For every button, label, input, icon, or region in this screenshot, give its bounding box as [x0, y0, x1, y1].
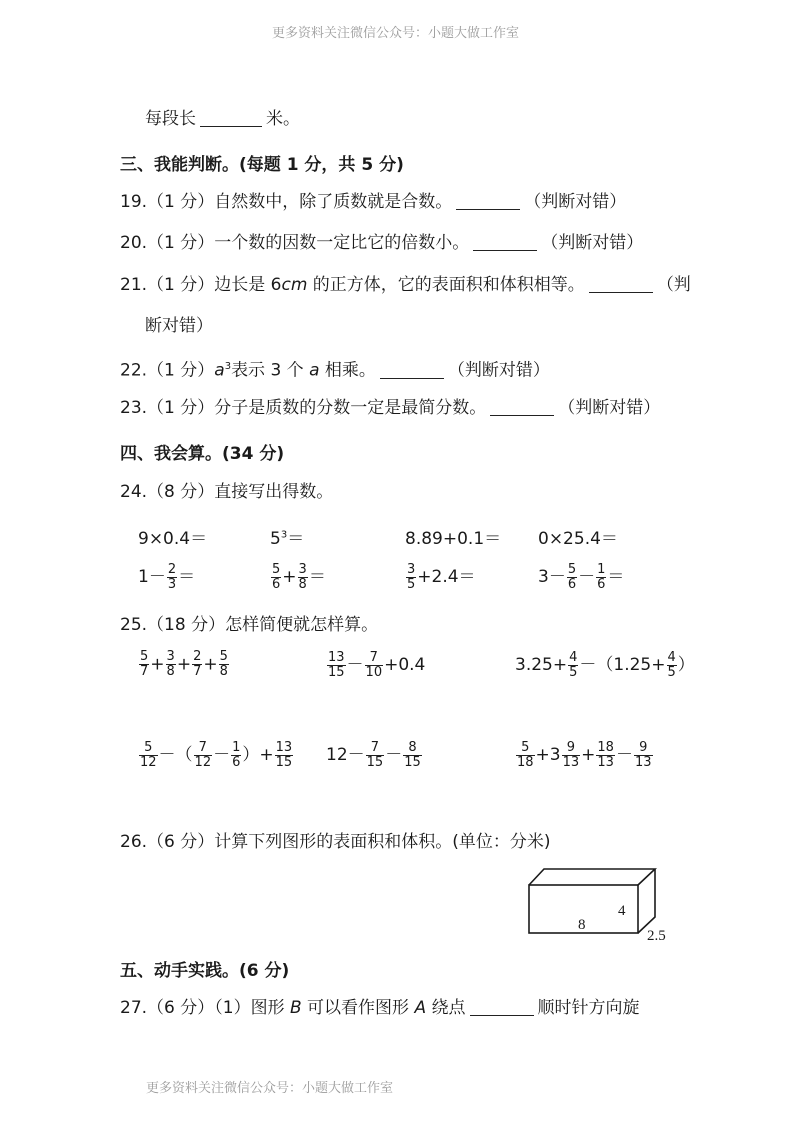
section-5-heading: 五、动手实践。(6 分) — [120, 961, 290, 981]
question-text: 27.（6 分）（1）图形 — [120, 998, 290, 1018]
cuboid-height-label: 4 — [618, 903, 626, 919]
fraction — [166, 650, 176, 679]
question-25-title: 25.（18 分）怎样简便就怎样算。 — [120, 615, 379, 635]
question-text: 表示 3 个 — [231, 360, 310, 381]
calc-24-6 — [270, 562, 326, 592]
answer-blank[interactable] — [380, 362, 444, 379]
close-paren: ） — [677, 655, 695, 675]
section-4-heading: 四、我会算。(34 分) — [120, 444, 285, 464]
calc-25-2 — [326, 650, 425, 680]
numerator: 2 — [167, 561, 177, 577]
fraction — [568, 651, 578, 680]
numerator: 4 — [667, 649, 676, 665]
question-27 — [120, 997, 640, 1019]
question-text: 绕点 — [426, 998, 466, 1018]
numerator: 2 — [193, 649, 202, 664]
numerator: 3 — [298, 561, 307, 577]
base: 5 — [270, 529, 281, 549]
answer-blank[interactable] — [200, 110, 262, 127]
middle: －（1.25+ — [579, 655, 666, 675]
operator: － — [213, 745, 231, 765]
numerator: 18 — [597, 739, 614, 755]
calc-24-4: 0×25.4＝ — [538, 529, 618, 549]
prefix: 12－ — [326, 745, 365, 765]
question-23 — [120, 397, 660, 419]
answer-blank[interactable] — [589, 276, 653, 293]
fraction — [667, 651, 677, 680]
denominator: 12 — [140, 754, 157, 770]
answer-blank[interactable] — [456, 193, 520, 210]
cuboid-width-label: 2.5 — [647, 928, 666, 944]
variable: a — [309, 360, 320, 381]
denominator: 15 — [275, 754, 293, 770]
fraction — [139, 650, 149, 679]
tail: +2.4＝ — [417, 567, 476, 587]
question-text: 可以看作图形 — [301, 998, 415, 1018]
denominator: 6 — [567, 576, 577, 592]
question-suffix: （判 — [656, 275, 691, 295]
calc-24-7 — [405, 562, 476, 592]
numerator: 7 — [198, 739, 207, 755]
unit-text: cm — [281, 275, 308, 295]
numerator: 5 — [219, 649, 228, 664]
cuboid-side-face — [638, 869, 655, 933]
fraction — [596, 741, 615, 770]
calc-25-6 — [515, 740, 654, 770]
denominator: 10 — [365, 664, 383, 680]
watermark-bottom: 更多资料关注微信公众号：小题大做工作室 — [146, 1081, 394, 1096]
variable: a — [214, 360, 225, 381]
question-21-continued: 断对错） — [145, 316, 213, 336]
operator: + — [150, 654, 165, 675]
numerator: 3 — [166, 649, 175, 664]
watermark-top: 更多资料关注微信公众号：小题大做工作室 — [272, 26, 520, 41]
operator: + — [581, 745, 596, 765]
denominator: 7 — [140, 664, 149, 679]
equals: ＝ — [287, 529, 305, 549]
middle: －（ — [158, 745, 193, 765]
denominator: 18 — [517, 754, 534, 770]
figure-b-label: B — [289, 998, 302, 1018]
question-21 — [120, 274, 691, 296]
fraction — [192, 650, 202, 679]
equals: ＝ — [178, 567, 196, 587]
middle: +3 — [535, 745, 561, 765]
numerator: 5 — [521, 739, 530, 755]
question-24-title: 24.（8 分）直接写出得数。 — [120, 482, 334, 502]
numerator: 13 — [328, 649, 345, 665]
calc-25-3 — [515, 650, 695, 680]
numerator: 9 — [566, 739, 576, 755]
numerator: 1 — [232, 739, 241, 755]
denominator: 5 — [569, 664, 578, 680]
question-text: 相乘。 — [319, 360, 376, 381]
fraction — [231, 741, 241, 770]
fraction — [298, 563, 308, 592]
fraction — [596, 563, 606, 592]
continued-answer-line — [145, 108, 300, 130]
operator: － — [615, 745, 633, 765]
numerator: 9 — [639, 739, 648, 755]
fraction — [271, 563, 281, 592]
denominator: 15 — [328, 664, 345, 680]
text: 米。 — [266, 109, 300, 129]
answer-blank[interactable] — [473, 234, 537, 251]
tail: +0.4 — [384, 655, 426, 675]
question-suffix: （判断对错） — [447, 360, 550, 381]
calc-25-5 — [326, 740, 423, 770]
question-19 — [120, 191, 626, 213]
numerator: 3 — [407, 561, 416, 577]
exponent: 3 — [224, 361, 232, 372]
fraction — [327, 651, 346, 680]
operator: － — [578, 567, 596, 587]
numerator: 5 — [144, 739, 153, 755]
prefix: 3.25+ — [515, 655, 568, 675]
question-text: 19.（1 分）自然数中，除了质数就是合数。 — [120, 192, 453, 212]
fraction — [194, 741, 213, 770]
fraction — [403, 741, 422, 770]
fraction — [139, 741, 158, 770]
calc-25-4 — [138, 740, 294, 770]
fraction — [634, 741, 653, 770]
numerator: 7 — [369, 649, 378, 665]
figure-a-label: A — [414, 998, 427, 1018]
fraction — [406, 563, 416, 592]
question-suffix: 顺时针方向旋 — [537, 998, 640, 1018]
section-3-heading: 三、我能判断。(每题 1 分，共 5 分) — [120, 155, 404, 175]
question-suffix: （判断对错） — [558, 398, 661, 418]
denominator: 13 — [562, 754, 580, 770]
equals: ＝ — [308, 567, 326, 587]
numerator: 13 — [275, 739, 293, 755]
numerator: 1 — [597, 561, 606, 577]
denominator: 3 — [167, 576, 177, 592]
operator: + — [203, 654, 218, 675]
numerator: 4 — [569, 649, 578, 665]
denominator: 12 — [194, 754, 212, 770]
question-suffix: （判断对错） — [541, 233, 644, 253]
denominator: 6 — [597, 576, 606, 592]
fraction — [562, 741, 581, 770]
denominator: 13 — [634, 754, 652, 770]
calc-24-5 — [138, 562, 195, 592]
fraction — [219, 650, 229, 679]
answer-blank[interactable] — [470, 999, 534, 1016]
question-text: 21.（1 分）边长是 6 — [120, 275, 282, 295]
operator: + — [176, 654, 192, 675]
numerator: 7 — [370, 739, 380, 755]
fraction — [275, 741, 294, 770]
denominator: 6 — [232, 754, 241, 770]
question-text: 22.（1 分） — [120, 360, 215, 381]
prefix: 3－ — [538, 567, 566, 587]
operator: － — [385, 745, 403, 765]
fraction — [366, 741, 385, 770]
cuboid-figure — [520, 862, 680, 944]
question-text: 的正方体，它的表面积和体积相等。 — [307, 275, 585, 295]
numerator: 5 — [272, 561, 281, 577]
fraction — [567, 563, 577, 592]
calc-25-1 — [138, 650, 230, 679]
question-suffix: （判断对错） — [524, 192, 627, 212]
calc-24-8 — [538, 562, 624, 592]
question-20 — [120, 232, 643, 254]
calc-24-3: 8.89+0.1＝ — [405, 529, 502, 549]
denominator: 5 — [667, 664, 676, 680]
exponent: 3 — [280, 529, 288, 541]
question-22 — [120, 356, 550, 382]
numerator: 5 — [567, 561, 577, 577]
operator: － — [346, 655, 364, 675]
denominator: 15 — [404, 754, 421, 770]
denominator: 15 — [366, 754, 384, 770]
calc-24-1: 9×0.4＝ — [138, 529, 208, 549]
prefix: 1－ — [138, 567, 166, 587]
numerator: 8 — [408, 739, 417, 755]
denominator: 5 — [407, 576, 416, 592]
denominator: 8 — [219, 664, 228, 679]
denominator: 6 — [272, 576, 281, 592]
fraction — [167, 563, 177, 592]
close-paren: ）+ — [242, 745, 274, 765]
question-text: 20.（1 分）一个数的因数一定比它的倍数小。 — [120, 233, 470, 253]
calc-24-2 — [270, 524, 304, 549]
operator: + — [282, 567, 297, 587]
denominator: 7 — [193, 664, 202, 679]
equals: ＝ — [607, 567, 625, 587]
question-text: 23.（1 分）分子是质数的分数一定是最简分数。 — [120, 398, 487, 418]
fraction — [365, 651, 384, 680]
question-26-title: 26.（6 分）计算下列图形的表面积和体积。(单位：分米) — [120, 832, 551, 852]
denominator: 8 — [166, 664, 175, 679]
text: 每段长 — [145, 109, 196, 129]
denominator: 13 — [597, 754, 614, 770]
fraction — [516, 741, 535, 770]
cuboid-length-label: 8 — [578, 917, 586, 933]
cuboid-top-face — [529, 869, 655, 885]
denominator: 8 — [298, 576, 307, 592]
answer-blank[interactable] — [490, 399, 554, 416]
numerator: 5 — [140, 649, 149, 664]
